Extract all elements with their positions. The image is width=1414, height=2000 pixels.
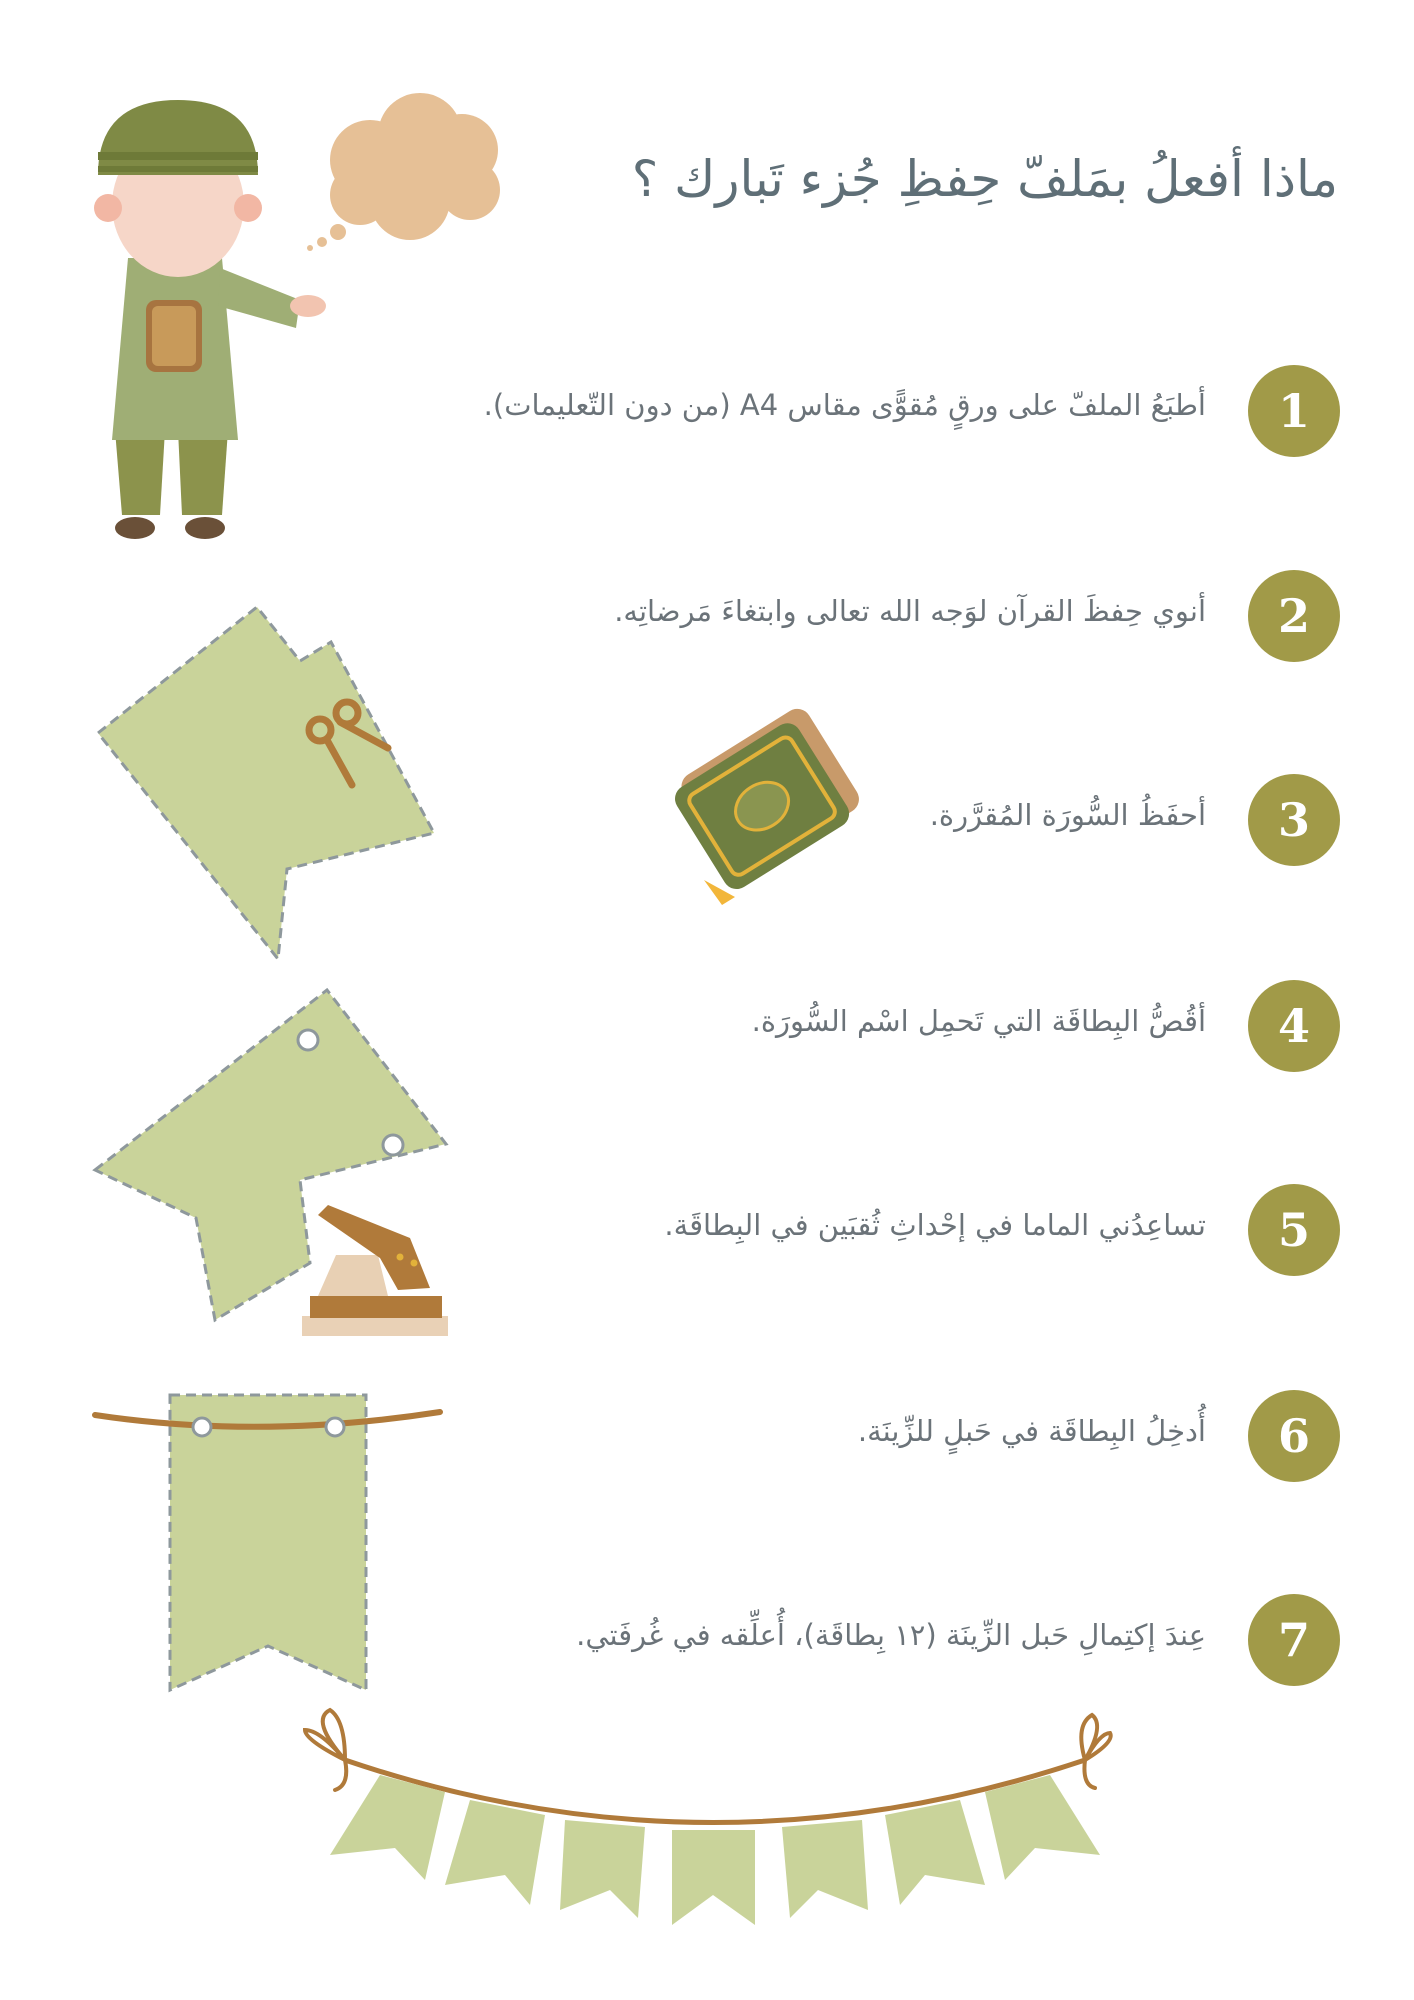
page-title: ماذا أفعلُ بمَلفّ حِفظِ جُزء تَبارك ؟ <box>631 150 1338 208</box>
step-6-text: أُدخِلُ البِطاقَة في حَبلٍ للزِّينَة. <box>857 1414 1206 1448</box>
hole-punch-icon <box>302 1205 448 1336</box>
step-5-text: تساعِدُني الماما في إحْداثِ ثُقبَين في البِطاقَة. <box>664 1208 1206 1242</box>
quran-book-icon <box>666 704 868 905</box>
step-2-text: أنوي حِفظَ القرآن لوَجه الله تعالى وابتغاءَ مَرضاتِه. <box>614 594 1206 628</box>
pennant-card-cut <box>98 607 434 959</box>
step-1-text: أطبَعُ الملفّ على ورقٍ مُقوًّى مقاس A4 (من دون التّعليمات). <box>483 388 1206 422</box>
step-2-badge: 2 <box>1248 570 1340 662</box>
step-6-badge: 6 <box>1248 1390 1340 1482</box>
step-5-badge: 5 <box>1248 1184 1340 1276</box>
step-7-text: عِندَ إكتِمالِ حَبل الزِّينَة (١٢ بِطاقَة)، أُعلِّقه في غُرفَتي. <box>576 1618 1206 1652</box>
step-7-badge: 7 <box>1248 1594 1340 1686</box>
boy-illustration <box>94 100 326 539</box>
pennant-card-hanging <box>95 1395 440 1690</box>
step-1-badge: 1 <box>1248 365 1340 457</box>
step-3-text: أحفَظُ السُّورَة المُقرَّرة. <box>929 798 1206 832</box>
step-4-badge: 4 <box>1248 980 1340 1072</box>
bunting-garland <box>305 1710 1111 1925</box>
thought-cloud <box>307 93 500 251</box>
step-4-text: أقُصُّ البِطاقَة التي تَحمِل اسْم السُّورَة. <box>751 1004 1206 1038</box>
step-3-badge: 3 <box>1248 774 1340 866</box>
